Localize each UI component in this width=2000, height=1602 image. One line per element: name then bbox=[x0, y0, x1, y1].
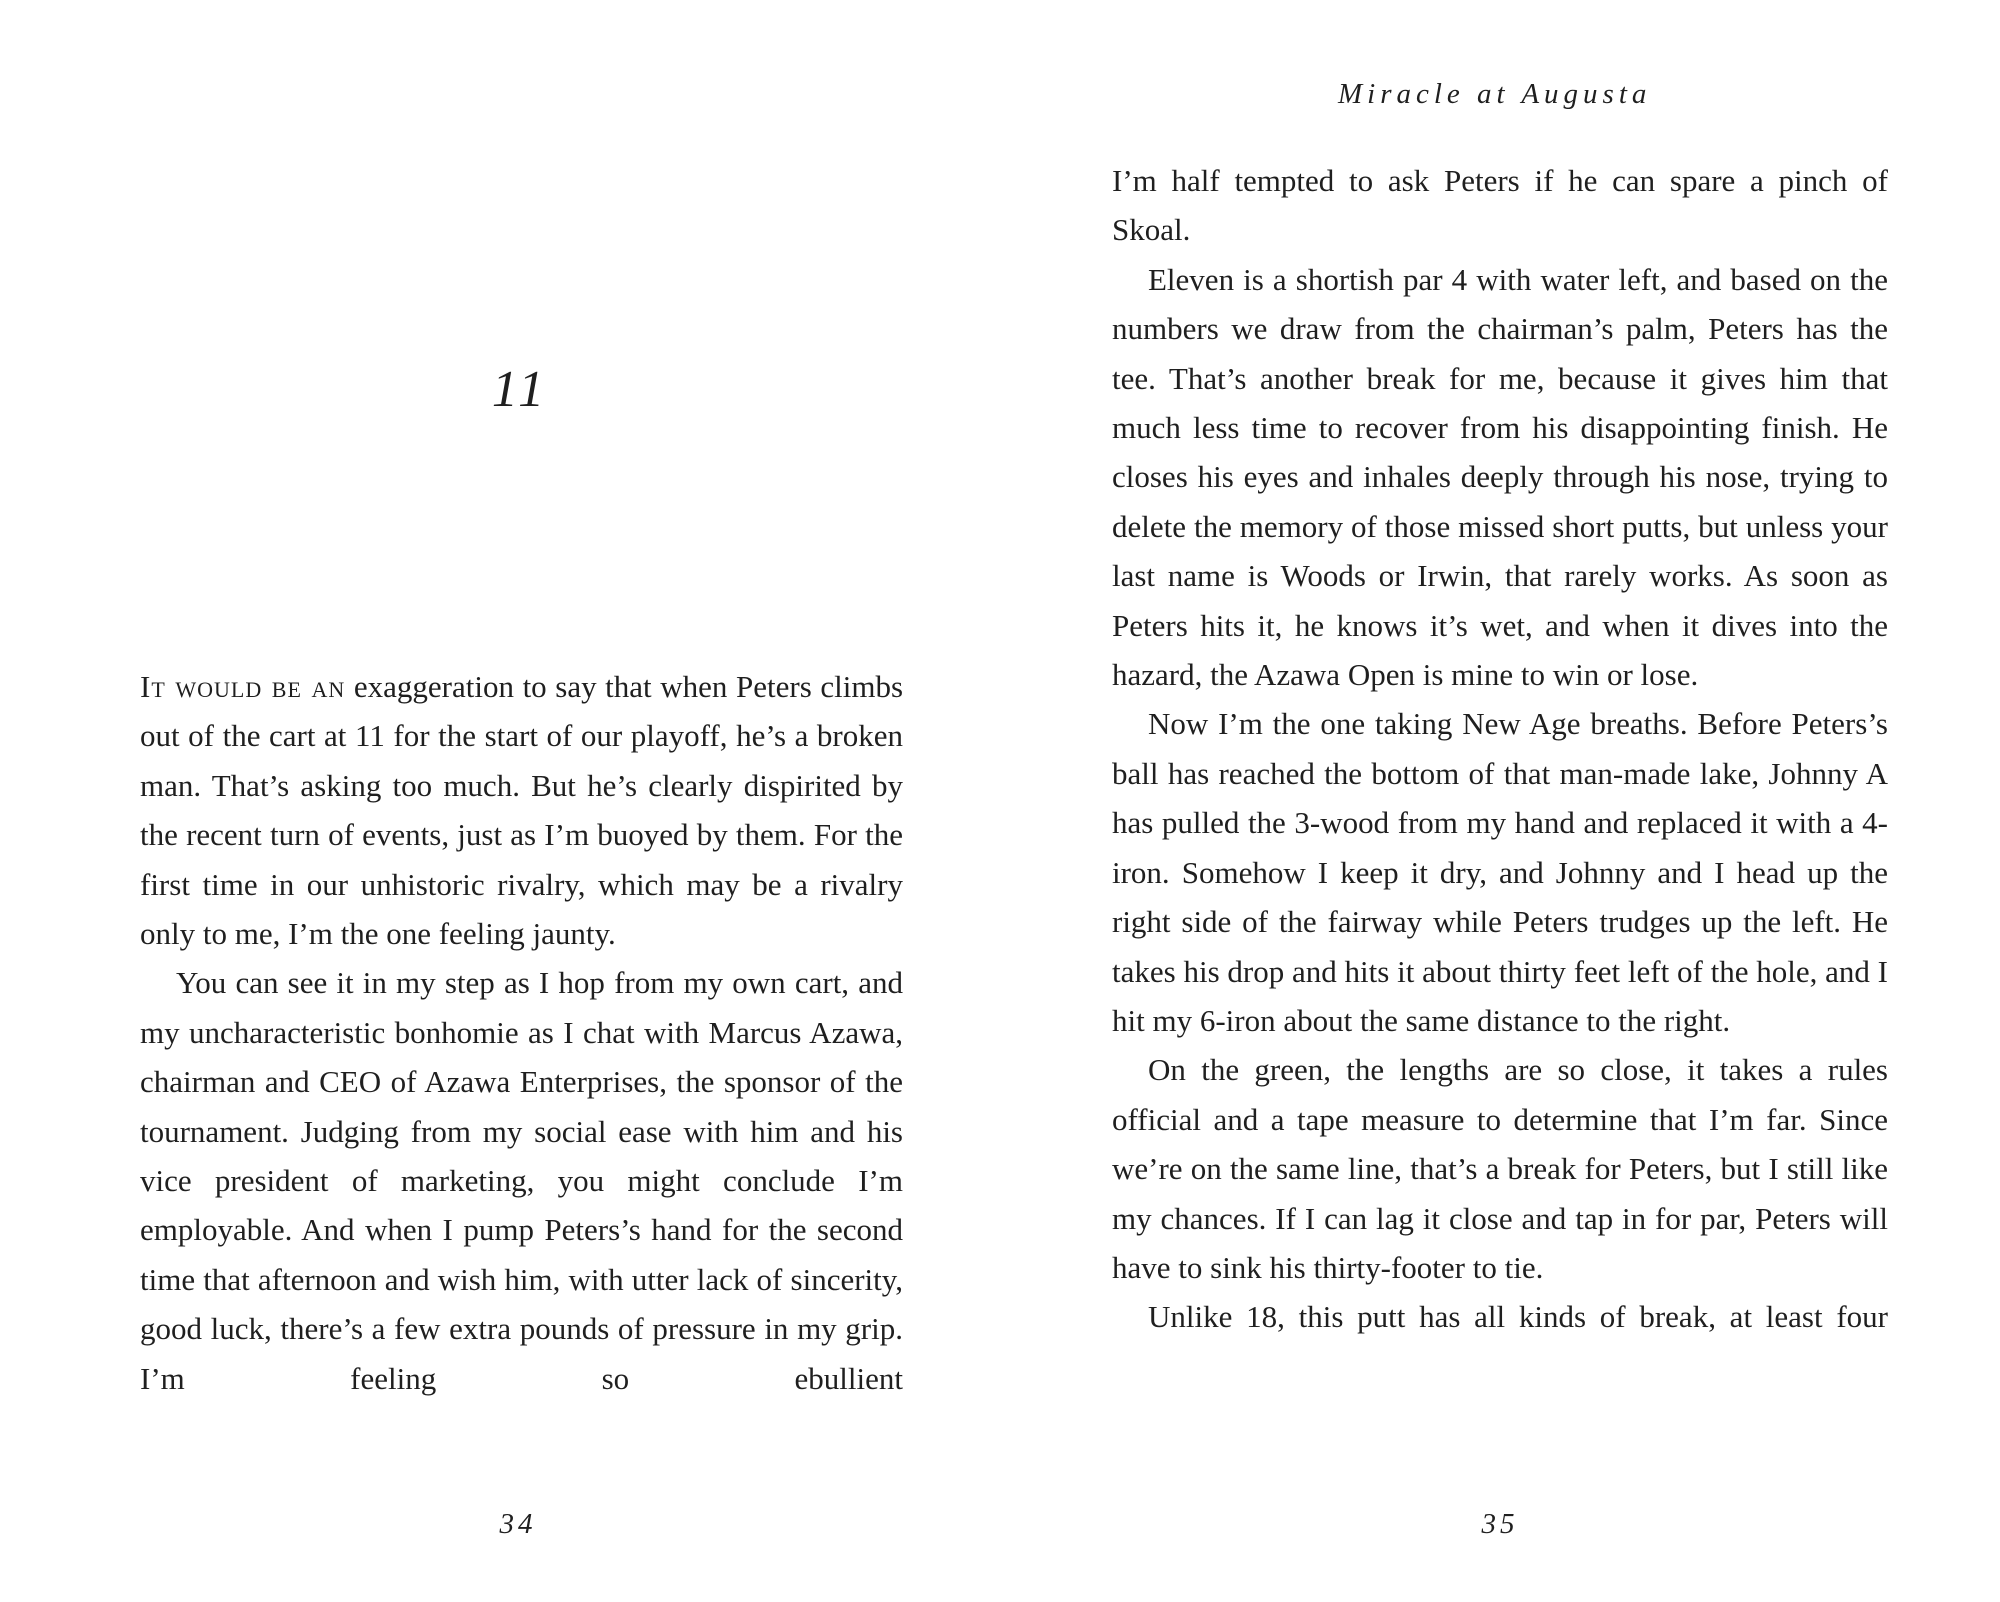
right-page bbox=[1000, 0, 2000, 1602]
page-number-left: 34 bbox=[499, 1508, 537, 1540]
paragraph: I’m half tempted to ask Peters if he can spare a pinch of Skoal. bbox=[1112, 163, 1888, 248]
right-page-body bbox=[1112, 156, 1888, 1342]
opening-small-caps: It would be an bbox=[140, 669, 346, 704]
paragraph: Unlike 18, this putt has all kinds of break, at least four bbox=[1148, 1299, 1888, 1335]
paragraph bbox=[140, 662, 903, 958]
paragraph: Now I’m the one taking New Age breaths. Before Peters’s ball has reached the bottom of that man-made lake, Johnny A has pulled the 3-wood from my hand and replaced it with a 4-iron. Somehow I keep it dry, and Johnny and I head up the right side of the fairway while Peters trudges up the left. He takes his drop and hits it about thirty feet left of the hole, and I hit my 6-iron about the same distance to the right. bbox=[1112, 706, 1888, 1038]
left-page-body bbox=[140, 662, 903, 1403]
paragraph-text: exaggeration to say that when Peters climbs out of the cart at 11 for the start of our playoff, he’s a broken man. That’s asking too much. But he’s clearly dispirited by the recent turn of events, just as I’m buoyed by them. For the first time in our unhistoric rivalry, which may be a rivalry only to me, I’m the one feeling jaunty. bbox=[140, 669, 904, 952]
paragraph: On the green, the lengths are so close, it takes a rules official and a tape measure to determine that I’m far. Since we’re on the same line, that’s a break for Peters, but I still like my chances. If I can lag it close and tap in for par, Peters will have to sink his thirty-footer to tie. bbox=[1112, 1052, 1888, 1285]
chapter-number: 11 bbox=[491, 361, 549, 418]
page-number-right: 35 bbox=[1481, 1508, 1519, 1540]
paragraph: You can see it in my step as I hop from my own cart, and my uncharacteristic bonhomie as I chat with Marcus Azawa, chairman and CEO of Azawa Enterprises, the sponsor of the tournament. Judging from my social ease with him and his vice president of marketing, you might conclude I’m employable. And when I pump Peters’s hand for the second time that afternoon and wish him, with utter lack of sincerity, good luck, there’s a few extra pounds of pressure in my grip. I’m feeling so ebullient bbox=[140, 965, 903, 1396]
paragraph: Eleven is a shortish par 4 with water left, and based on the numbers we draw from the chairman’s palm, Peters has the tee. That’s another break for me, because it gives him that much less time to recover from his disappointing finish. He closes his eyes and inhales deeply through his nose, trying to delete the memory of those missed short putts, but unless your last name is Woods or Irwin, that rarely works. As soon as Peters hits it, he knows it’s wet, and when it dives into the hazard, the Azawa Open is mine to win or lose. bbox=[1112, 261, 1888, 693]
